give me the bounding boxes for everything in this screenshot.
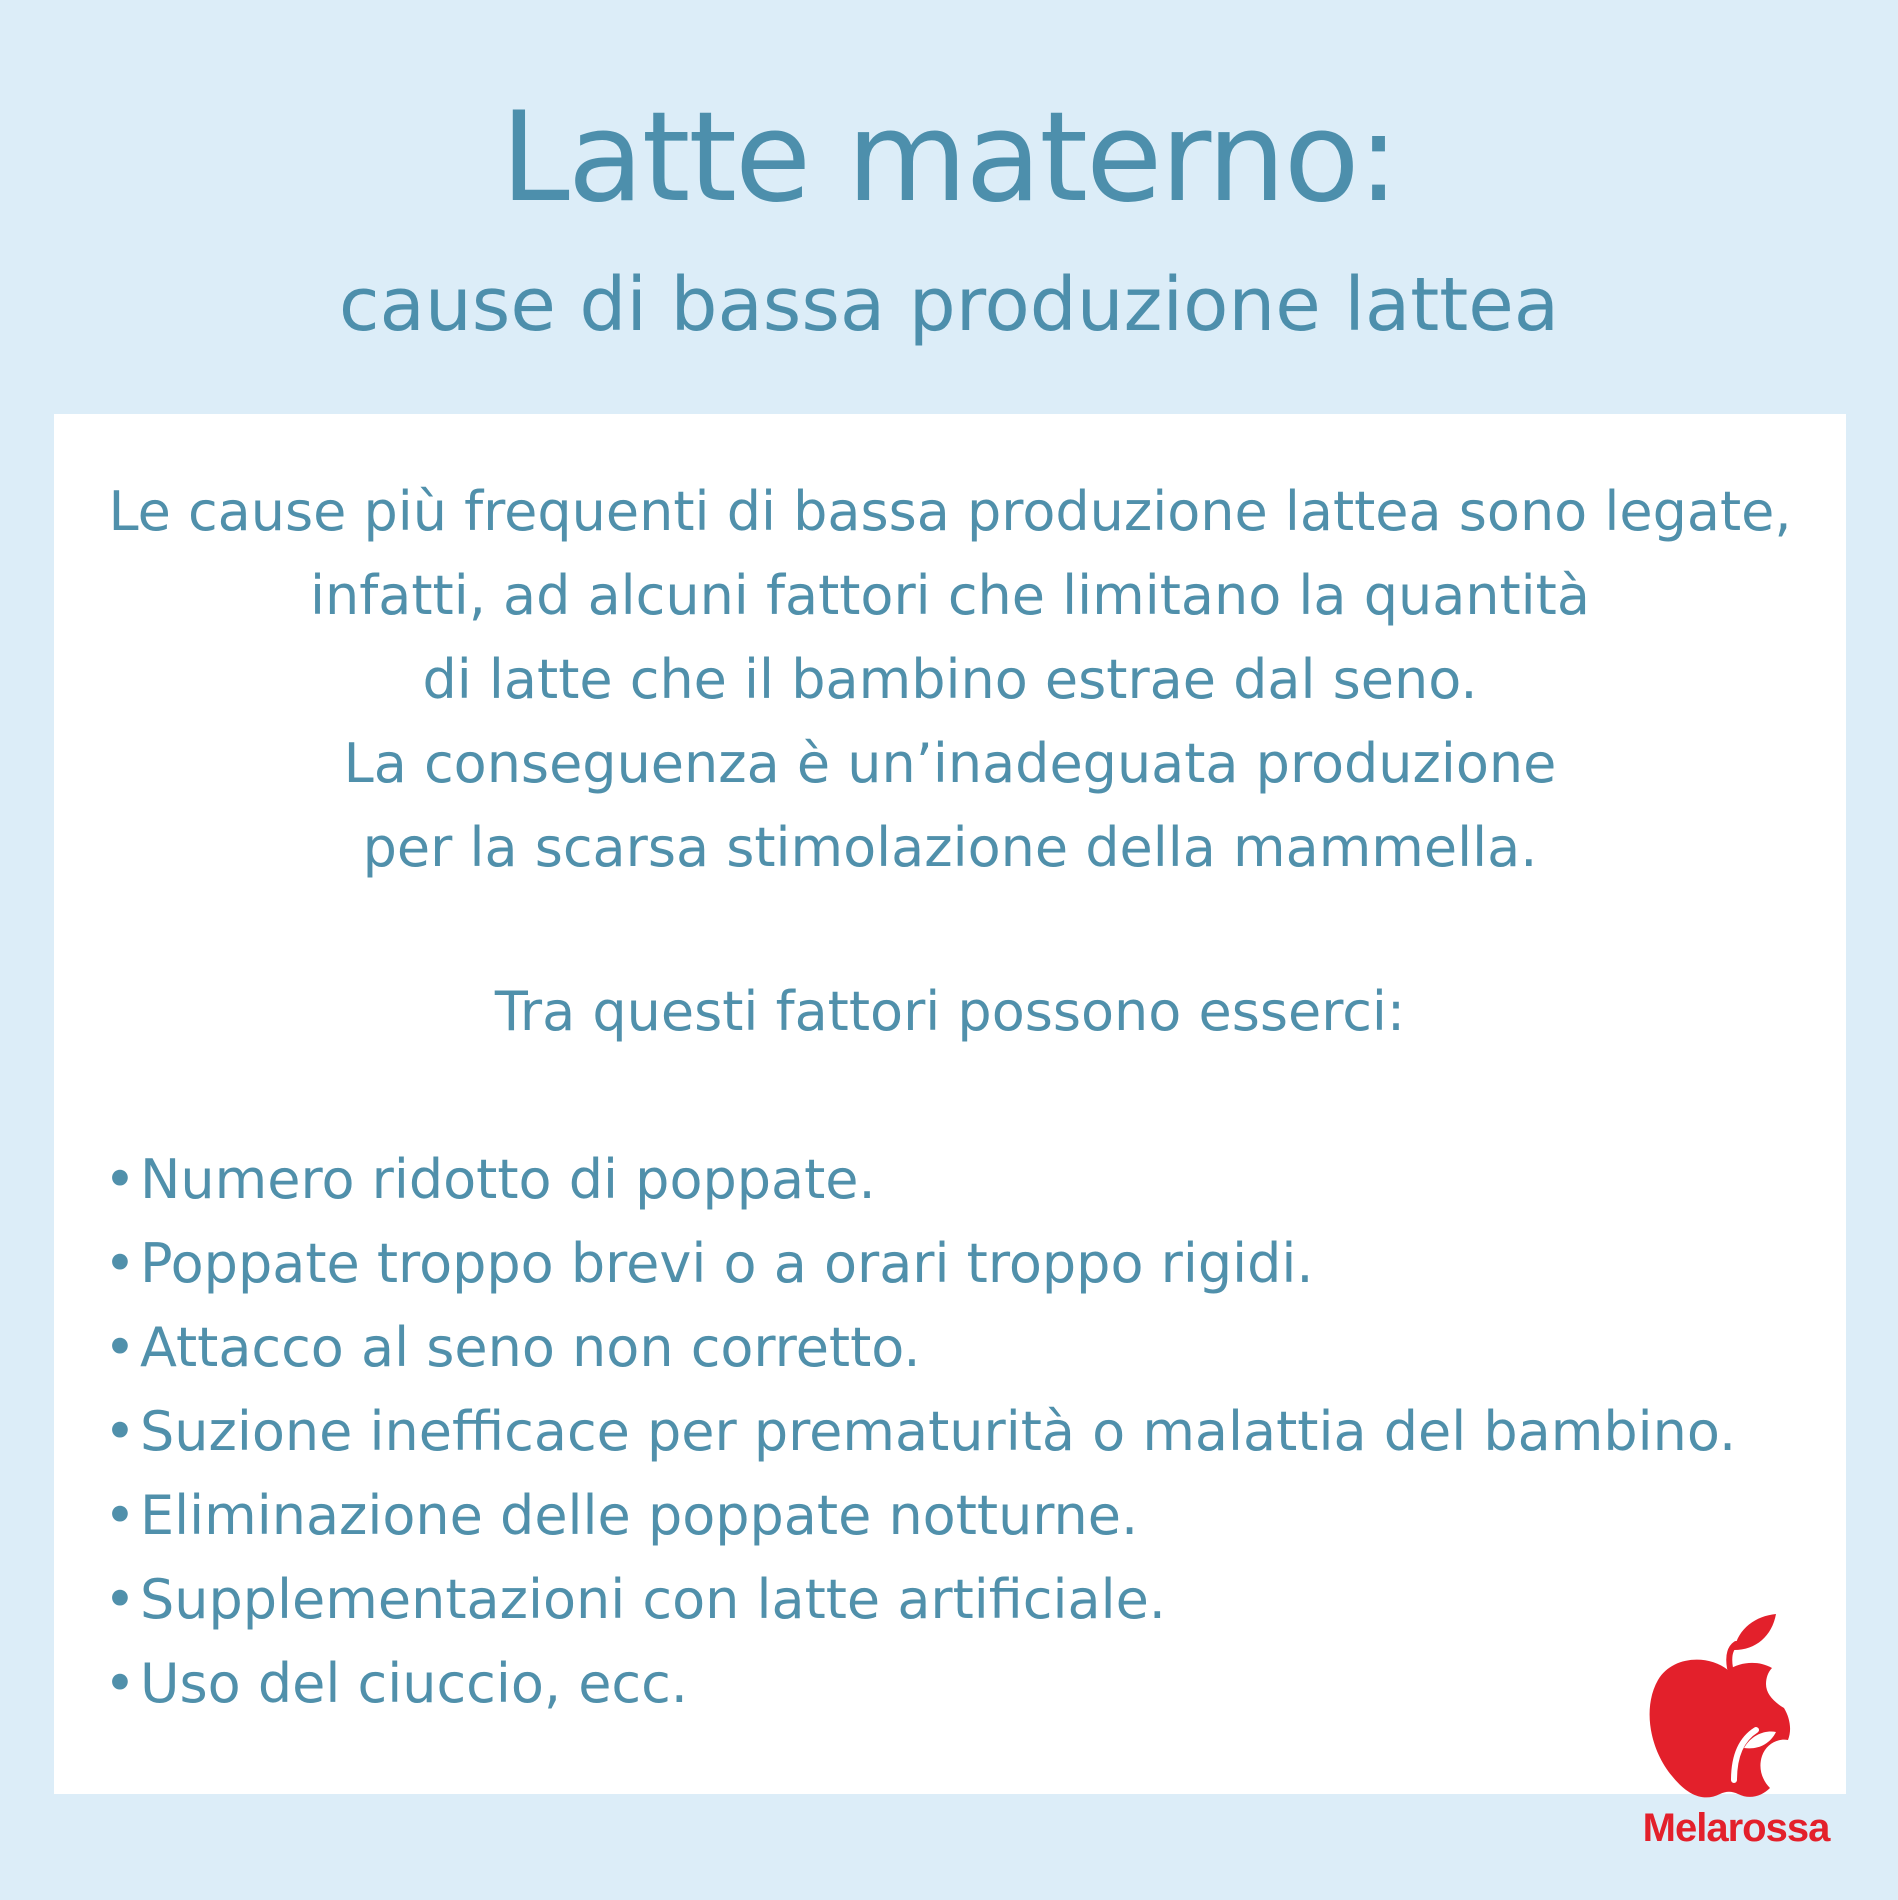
list-item (104, 1390, 1736, 1474)
red-apple-icon (1616, 1610, 1856, 1810)
bullet-icon: • (104, 1400, 136, 1463)
intro-line: di latte che il bambino estrae dal seno. (422, 648, 1478, 711)
logo-wordmark: Melarossa (1642, 1806, 1830, 1850)
list-item-text: Eliminazione delle poppate notturne. (140, 1484, 1139, 1547)
list-item-text: Attacco al seno non corretto. (140, 1316, 921, 1379)
intro-line: infatti, ad alcuni fattori che limitano la quantità (310, 564, 1590, 627)
intro-line: Le cause più frequenti di bassa produzione lattea sono legate, (108, 480, 1792, 543)
list-item (104, 1306, 1736, 1390)
list-item (104, 1138, 1736, 1222)
bullet-icon: • (104, 1148, 136, 1211)
intro-line: per la scarsa stimolazione della mammella. (362, 816, 1538, 879)
list-item-text: Poppate troppo brevi o a orari troppo rigidi. (140, 1232, 1314, 1295)
list-item (104, 1222, 1736, 1306)
list-item-text: Numero ridotto di poppate. (140, 1148, 876, 1211)
list-lead: Tra questi fattori possono esserci: (494, 980, 1406, 1043)
bullet-icon: • (104, 1232, 136, 1295)
intro-line: La conseguenza è un’inadeguata produzione (343, 732, 1557, 795)
page-title: Latte materno: (500, 86, 1398, 230)
factor-list (104, 1138, 1736, 1726)
list-item (104, 1474, 1736, 1558)
list-item (104, 1558, 1736, 1642)
page-subtitle: cause di bassa produzione lattea (338, 262, 1560, 348)
bullet-icon: • (104, 1652, 136, 1715)
bullet-icon: • (104, 1484, 136, 1547)
list-item (104, 1642, 1736, 1726)
list-item-text: Supplementazioni con latte artificiale. (140, 1568, 1166, 1631)
bullet-icon: • (104, 1316, 136, 1379)
content-card (54, 414, 1846, 1794)
list-item-text: Uso del ciuccio, ecc. (140, 1652, 688, 1715)
intro-paragraph (54, 470, 1846, 890)
list-item-text: Suzione inefficace per prematurità o malattia del bambino. (140, 1400, 1737, 1463)
melarossa-logo (1616, 1610, 1856, 1870)
bullet-icon: • (104, 1568, 136, 1631)
